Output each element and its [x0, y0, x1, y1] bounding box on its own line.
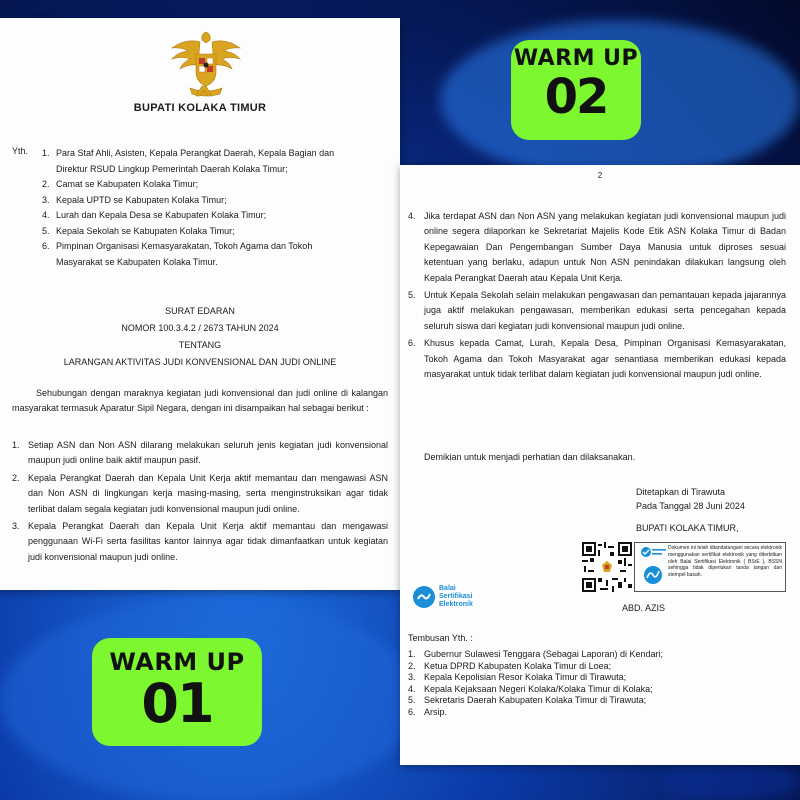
document-page-2	[400, 165, 800, 765]
bsre-logo-icon	[412, 585, 436, 609]
regent-title: BUPATI KOLAKA TIMUR	[133, 102, 267, 114]
list-item: 3. Kepala Kepolisian Resor Kolaka Timur di Tirawuta;	[408, 672, 627, 683]
issued-place: Ditetapkan di Tirawuta	[636, 487, 726, 497]
addressee-label: Yth.	[12, 146, 29, 156]
document-subject: LARANGAN AKTIVITAS JUDI KONVENSIONAL DAN JUDI ONLINE	[63, 357, 337, 367]
closing-statement: Demikian untuk menjadi perhatian dan dilaksanakan.	[424, 452, 636, 462]
list-item: 6. Khusus kepada Camat, Lurah, Kepala Desa, Pimpinan Organisasi Kemasyarakatan, Tokoh Agama dan Tokoh Masyarakat agar senantiasa memberikan edukasi kepada masyarakat untuk tidak terlibat dalam kegiatan judi konvensional maupun judi online.	[408, 338, 786, 380]
badge-number: 02	[544, 69, 608, 125]
list-item: 5. Untuk Kepala Sekolah selain melakukan pengawasan dan pemantauan kepada jajarannya juga aktif melakukan pengawasan, memberikan edukasi serta pencegahan kepada seluruh siswa dari kegiatan judi konvensional maupun judi online.	[408, 290, 786, 331]
list-item: 1. Setiap ASN dan Non ASN dilarang melakukan seluruh jenis kegiatan judi konvensional maupun judi online baik aktif maupun pasif.	[12, 440, 388, 466]
list-item: 2. Camat se Kabupaten Kolaka Timur;	[42, 179, 199, 189]
cc-list	[408, 649, 788, 719]
badge-label: WARM UP	[513, 46, 639, 71]
list-item: 4. Kepala Kejaksaan Negeri Kolaka/Kolaka Timur di Kolaka;	[408, 683, 653, 694]
list-item: 2. Kepala Perangkat Daerah dan Kepala Unit Kerja aktif memantau dan mengawasi ASN dan Non ASN di lingkungan kerja masing-masing, serta menginstruksikan agar tidak terlibat dalam segala kegiatan judi konvensional maupun judi online.	[12, 472, 388, 514]
signatory-title: BUPATI KOLAKA TIMUR,	[636, 523, 739, 533]
document-page-1	[0, 18, 400, 590]
recipient-list	[42, 146, 342, 270]
page-number: 2	[597, 171, 603, 180]
cc-title: Tembusan Yth. :	[408, 633, 473, 643]
list-item: 3. Kepala Perangkat Daerah dan Kepala Unit Kerja aktif memantau dan mengawasi penggunaan Wi-Fi serta fasilitas kantor lainnya agar tidak dimanfaatkan untuk kegiatan judi konvensional maupun judi online.	[12, 521, 388, 562]
background-glow	[660, 760, 800, 800]
e-signature-note: Dokumen ini telah ditandatangani secara elektronik menggunakan sertifikat elektronik yang diterbitkan oleh Balai Sertifikasi Elektronik ( BSrE ), BSSN sehingga tidak diperlukan tanda tangan dan stempel basah.	[668, 545, 782, 579]
bsre-badge-icon	[638, 545, 668, 589]
intro-paragraph: Sehubungan dengan maraknya kegiatan judi konvensional dan judi online di kalangan masyarakat termasuk Aparatur Sipil Negara, dengan ini disampaikan hal sebagai berikut :	[12, 388, 388, 414]
list-item: 4. Lurah dan Kepala Desa se Kabupaten Kolaka Timur;	[42, 210, 267, 220]
list-item: 3. Kepala UPTD se Kabupaten Kolaka Timur;	[42, 194, 227, 205]
warm-up-01-badge	[92, 638, 262, 746]
about-label: TENTANG	[178, 340, 222, 350]
warm-up-02-badge	[511, 40, 641, 140]
badge-number: 01	[141, 672, 213, 735]
instruction-list	[408, 209, 786, 384]
qr-code-icon	[582, 542, 632, 592]
list-item: 5. Sekretaris Daerah Kabupaten Kolaka Timur di Tirawuta;	[408, 695, 647, 706]
document-type: SURAT EDARAN	[165, 306, 235, 316]
badge-label: WARM UP	[109, 648, 245, 676]
list-item: 1. Gubernur Sulawesi Tenggara (Sebagai Laporan) di Kendari;	[408, 649, 663, 659]
bsre-logo	[412, 585, 489, 609]
list-item: 5. Kepala Sekolah se Kabupaten Kolaka Timur;	[42, 225, 235, 236]
list-item: 2. Ketua DPRD Kabupaten Kolaka Timur di Loea;	[408, 660, 612, 671]
instruction-list	[12, 438, 388, 567]
list-item: 4. Jika terdapat ASN dan Non ASN yang melakukan kegiatan judi konvensional maupun judi online segera dilaporkan ke Sekretariat Majelis Kode Etik ASN Kolaka Timur di Badan Kepegawaian Dan Pengembangan Sumber Daya Manusia untuk diproses sesuai ketentuan yang berlaku, adapun untuk Non ASN penindakan dilakukan langsung oleh Kepala Perangkat Daerah atau Kepala Unit Kerja.	[408, 211, 786, 283]
e-signature-notice	[634, 542, 786, 592]
issued-date: Pada Tanggal 28 Juni 2024	[636, 501, 745, 511]
garuda-emblem-icon	[166, 26, 246, 104]
list-item: 6. Arsip.	[408, 706, 448, 717]
signer-name: ABD. AZIS	[622, 603, 666, 613]
bsre-logo-text: Balai Sertifikasi Elektronik	[439, 585, 473, 608]
document-number: NOMOR 100.3.4.2 / 2673 TAHUN 2024	[121, 323, 279, 333]
list-item: 1. Para Staf Ahli, Asisten, Kepala Perangkat Daerah, Kepala Bagian dan Direktur RSUD Lingkup Pemerintah Daerah Kolaka Timur;	[42, 148, 335, 174]
list-item: 6. Pimpinan Organisasi Kemasyarakatan, Tokoh Agama dan Tokoh Masyarakat se Kabupaten Kolaka Timur.	[42, 241, 313, 267]
